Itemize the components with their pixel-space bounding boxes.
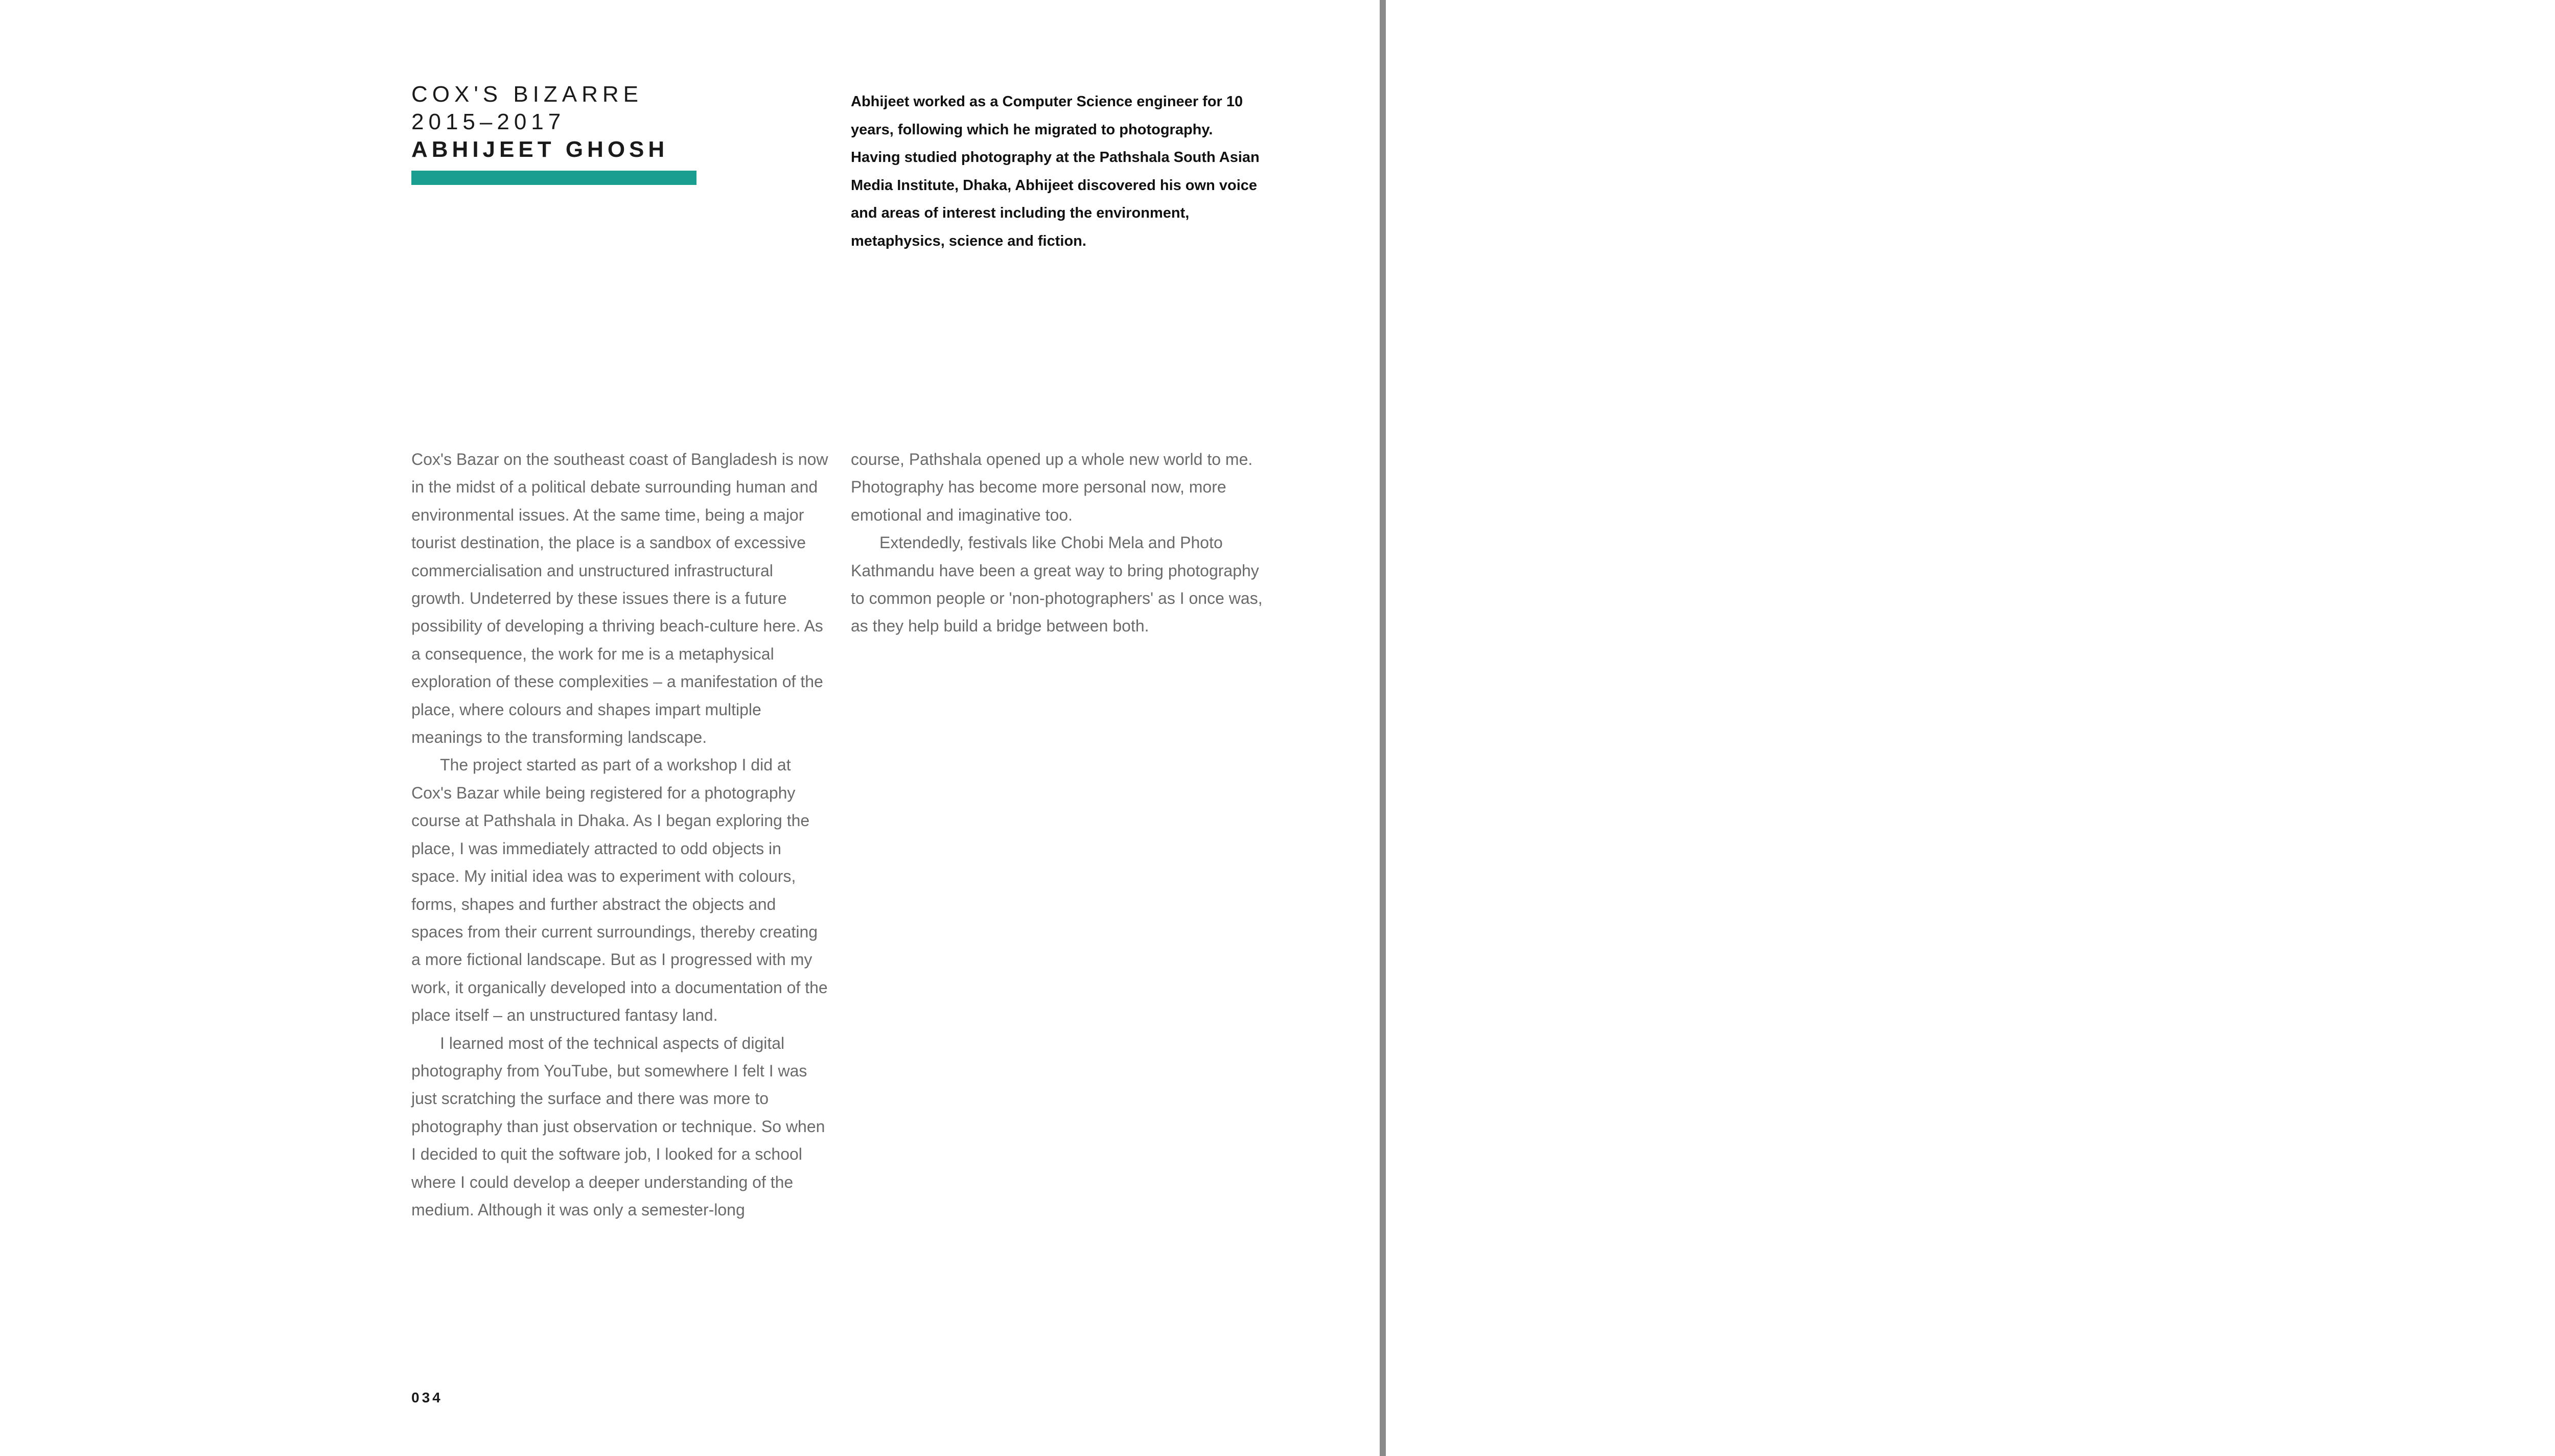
body-column-2 [851, 445, 1270, 640]
body-paragraph: Cox's Bazar on the southeast coast of Bangladesh is now in the midst of a political debate surrounding human and environmental issues. At the same time, being a major tourist destination, the place is a sandbox of excessive commercialisation and unstructured infrastructural growth. Undeterred by these issues there is a future possibility of developing a thriving beach-culture here. As a consequence, the work for me is a metaphysical exploration of these complexities – a manifestation of the place, where colours and shapes impart multiple meanings to the transforming landscape. [411, 450, 828, 747]
project-years: 2015–2017 [411, 109, 566, 134]
title-block [411, 81, 718, 185]
page-gutter [1380, 0, 1386, 1456]
body-paragraph: I learned most of the technical aspects of digital photography from YouTube, but somewhere I felt I was just scratching the surface and there was more to photography than just observation or technique. So when I decided to quit the software job, I looked for a school where I could develop a deeper understanding of the medium. Although it was only a semester-long [411, 1034, 825, 1219]
body-paragraph: Extendedly, festivals like Chobi Mela and Photo Kathmandu have been a great way to bring photography to common people or 'non-photographers' as I once was, as they help build a bridge between both. [851, 533, 1263, 636]
body-column-1 [411, 445, 830, 1224]
body-paragraph: The project started as part of a workshop I did at Cox's Bazar while being registered for a photography course at Pathshala in Dhaka. As I began exploring the place, I was immediately attracted to odd objects in space. My initial idea was to experiment with colours, forms, shapes and further abstract the objects and spaces from their current surroundings, thereby creating a more fictional landscape. But as I progressed with my work, it organically developed into a documentation of the place itself – an unstructured fantasy land. [411, 756, 828, 1025]
accent-bar [411, 171, 696, 185]
right-page [1386, 0, 2555, 1456]
page-number: 034 [411, 1390, 443, 1405]
project-title: COX'S BIZARRE [411, 82, 643, 107]
body-paragraph: course, Pathshala opened up a whole new world to me. Photography has become more personal now, more emotional and imaginative too. [851, 450, 1253, 524]
photographer-name: ABHIJEET GHOSH [411, 137, 669, 162]
photographer-bio: Abhijeet worked as a Computer Science engineer for 10 years, following which he migrated to photography. Having studied photography at the Pathshala South Asian Media Institute, Dhaka, Abhijeet discovered his own voice and areas of interest including the environment, metaphysics, science and fiction. [851, 93, 1260, 249]
